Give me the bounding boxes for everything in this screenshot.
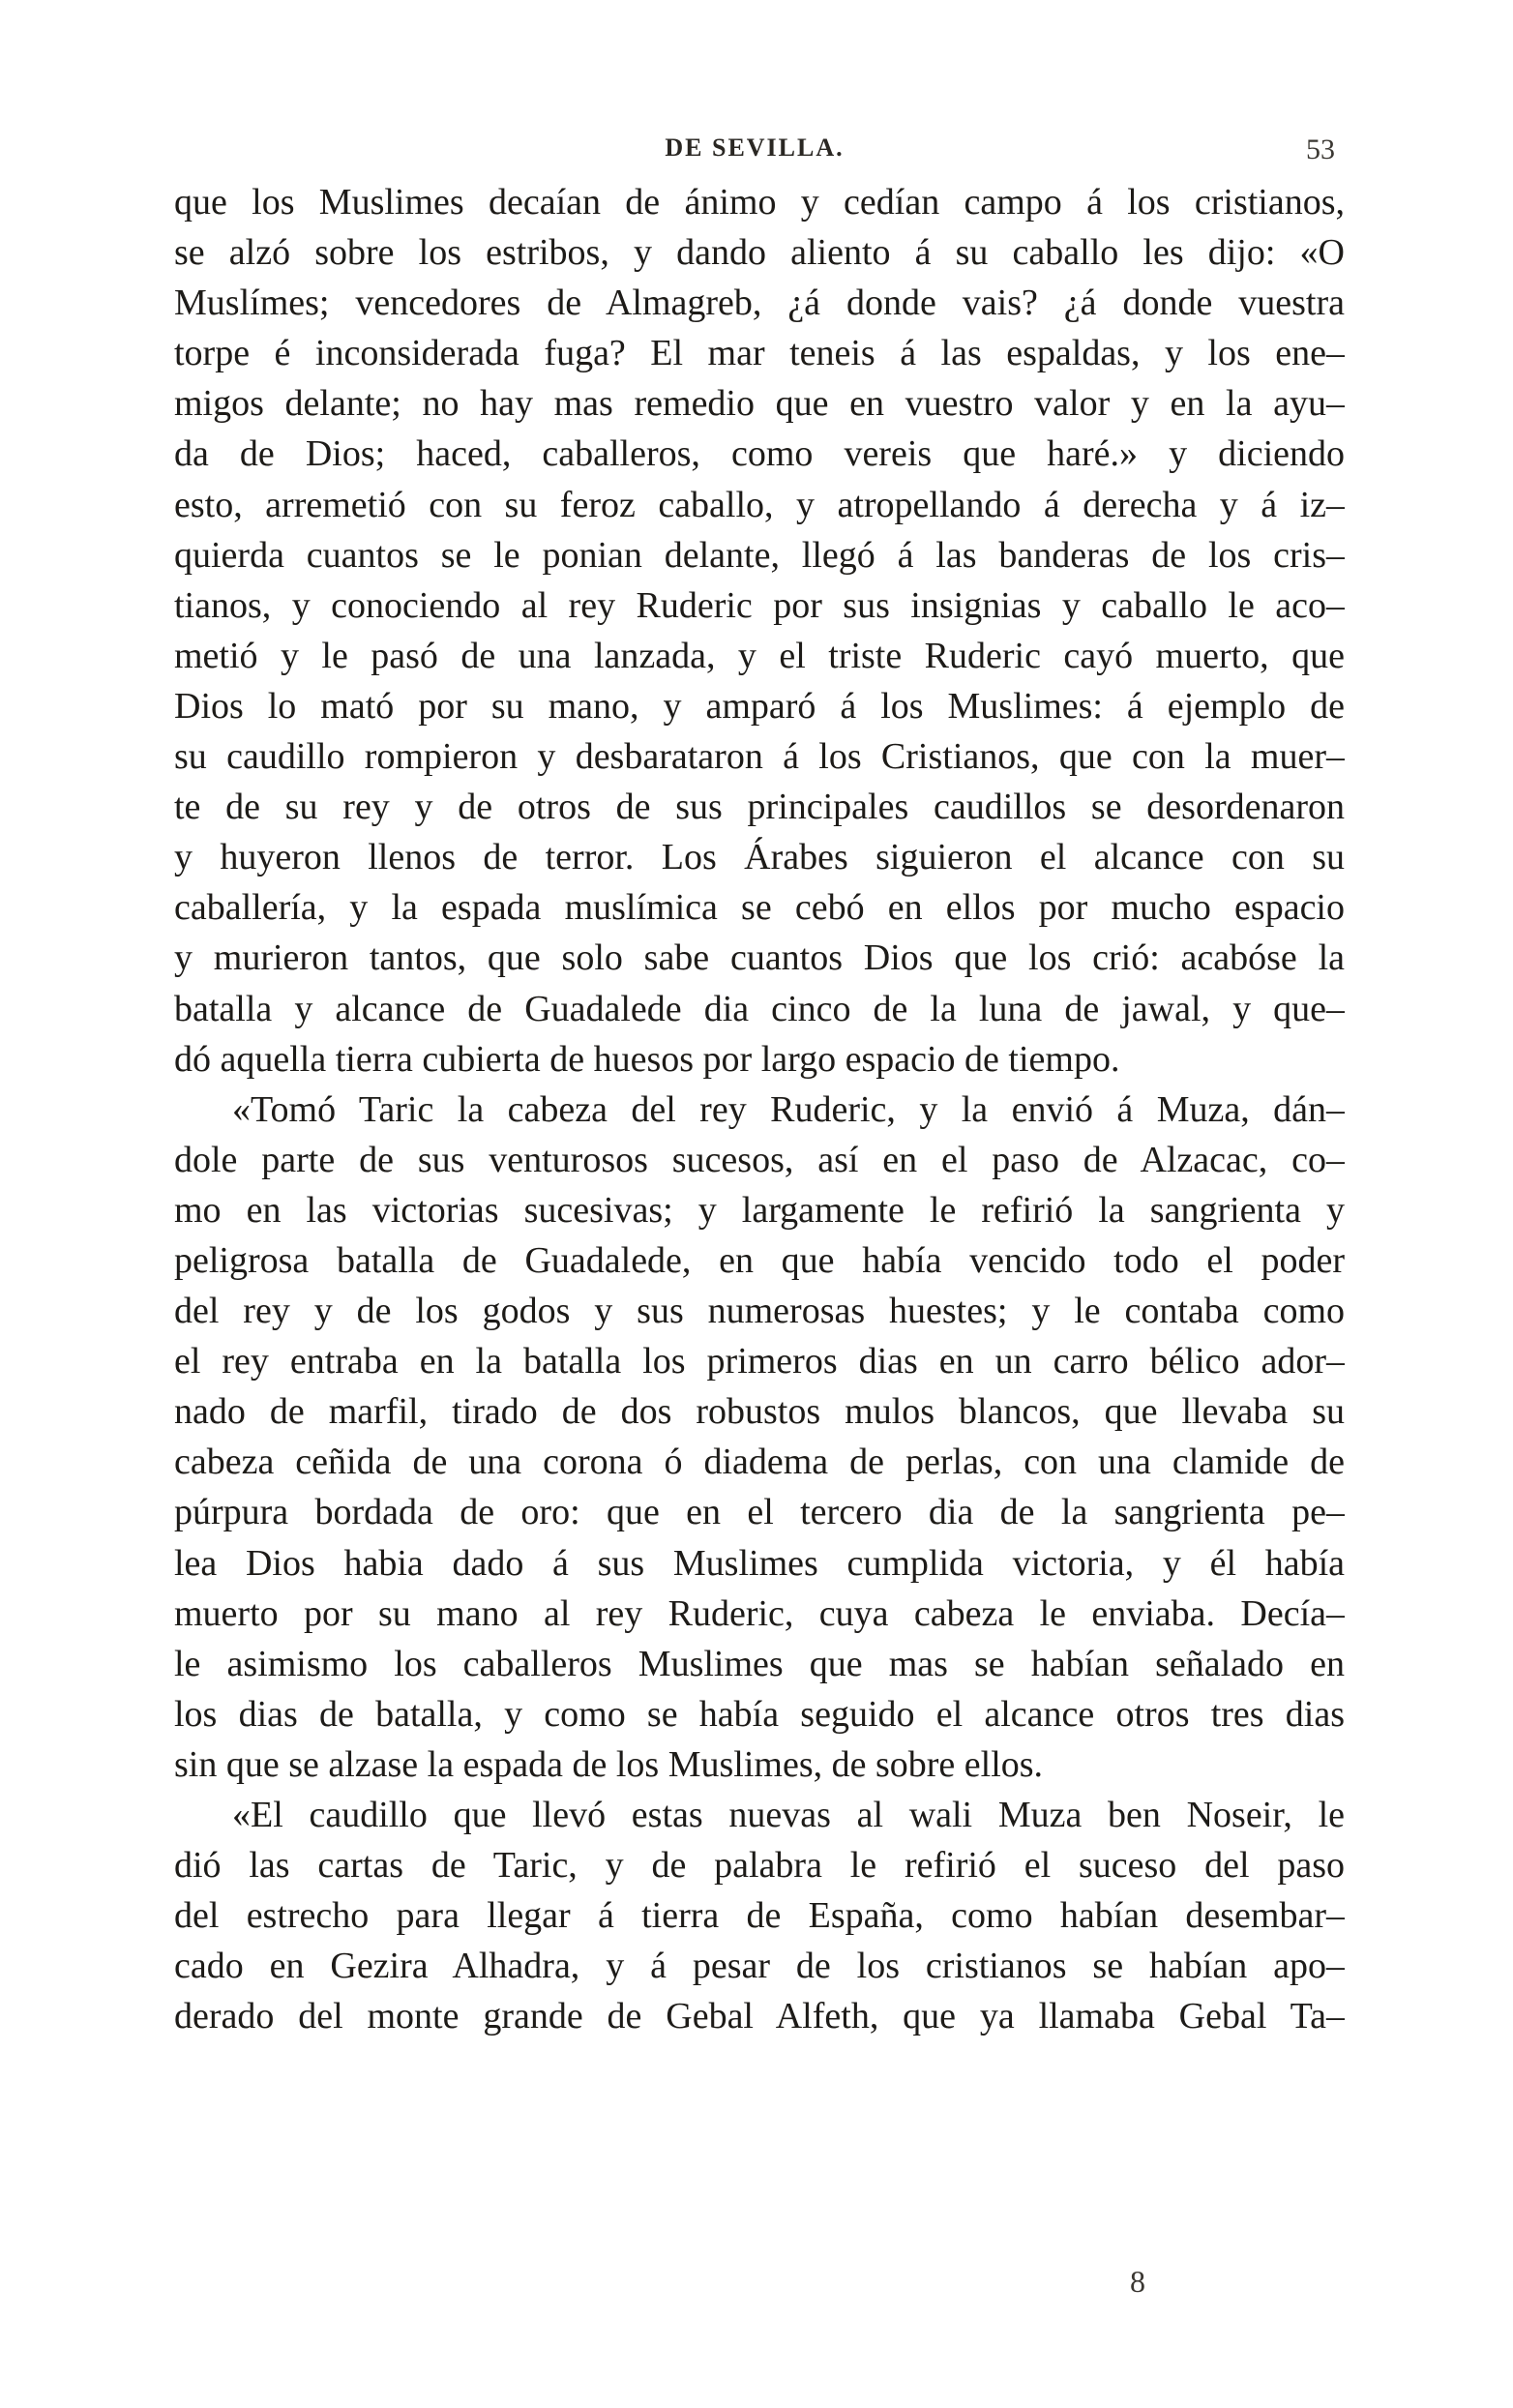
text-line: y huyeron llenos de terror. Los Árabes siguieron el alcance con su [174, 837, 1345, 878]
text-line: dole parte de sus venturosos sucesos, así en el paso de Alzacac, co– [174, 1139, 1345, 1180]
text-line: cado en Gezira Alhadra, y á pesar de los cristianos se habían apo– [174, 1946, 1345, 1987]
running-head [174, 134, 1335, 172]
text-line: se alzó sobre los estribos, y dando aliento á su caballo les dijo: «O [174, 232, 1345, 274]
text-line: nado de marfil, tirado de dos robustos mulos blancos, que llevaba su [174, 1391, 1345, 1433]
text-line: peligrosa batalla de Guadalede, en que había vencido todo el poder [174, 1239, 1345, 1281]
text-line: muerto por su mano al rey Ruderic, cuya cabeza le enviaba. Decía– [174, 1592, 1345, 1634]
text-line: lea Dios habia dado á sus Muslimes cumplida victoria, y él había [174, 1542, 1345, 1584]
text-line: del rey y de los godos y sus numerosas huestes; y le contaba como [174, 1291, 1345, 1332]
text-line: esto, arremetió con su feroz caballo, y atropellando á derecha y á iz– [174, 484, 1345, 525]
text-line: dió las cartas de Taric, y de palabra le refirió el suceso del paso [174, 1845, 1345, 1887]
text-line: púrpura bordada de oro: que en el tercero dia de la sangrienta pe– [174, 1492, 1345, 1533]
text-line: torpe é inconsiderada fuga? El mar teneis á las espaldas, y los ene– [174, 333, 1345, 374]
page-number: 53 [1306, 134, 1335, 165]
text-line: caballería, y la espada muslímica se cebó en ellos por mucho espacio [174, 887, 1345, 929]
text-line: los dias de batalla, y como se había seguido el alcance otros tres dias [174, 1693, 1345, 1735]
text-line: su caudillo rompieron y desbarataron á los Cristianos, que con la muer– [174, 736, 1345, 778]
text-line: metió y le pasó de una lanzada, y el triste Ruderic cayó muerto, que [174, 635, 1345, 676]
text-line: derado del monte grande de Gebal Alfeth, que ya llamaba Gebal Ta– [174, 1996, 1345, 2037]
text-line: quierda cuantos se le ponian delante, llegó á las banderas de los cris– [174, 534, 1345, 576]
text-line: tianos, y conociendo al rey Ruderic por sus insignias y caballo le aco– [174, 584, 1345, 626]
text-line: «Tomó Taric la cabeza del rey Ruderic, y la envió á Muza, dán– [232, 1088, 1345, 1130]
body-text [174, 177, 1345, 2041]
signature-mark: 8 [1130, 2264, 1145, 2299]
text-line: del estrecho para llegar á tierra de España, como habían desembar– [174, 1895, 1345, 1937]
text-line: y murieron tantos, que solo sabe cuantos Dios que los crió: acabóse la [174, 937, 1345, 979]
text-line: te de su rey y de otros de sus principales caudillos se desordenaron [174, 787, 1345, 828]
text-line: Dios lo mató por su mano, y amparó á los Muslimes: á ejemplo de [174, 685, 1345, 727]
text-line: batalla y alcance de Guadalede dia cinco de la luna de jawal, y que– [174, 988, 1345, 1029]
text-line: sin que se alzase la espada de los Muslimes, de sobre ellos. [174, 1743, 1044, 1785]
text-line: mo en las victorias sucesivas; y largamente le refirió la sangrienta y [174, 1189, 1345, 1231]
text-line: Muslímes; vencedores de Almagreb, ¿á donde vais? ¿á donde vuestra [174, 282, 1345, 324]
text-line: migos delante; no hay mas remedio que en vuestro valor y en la ayu– [174, 383, 1345, 425]
text-line: «El caudillo que llevó estas nuevas al wali Muza ben Noseir, le [232, 1795, 1345, 1835]
text-line: dó aquella tierra cubierta de huesos por largo espacio de tiempo. [174, 1038, 1120, 1080]
text-line: el rey entraba en la batalla los primeros dias en un carro bélico ador– [174, 1341, 1345, 1382]
text-line: que los Muslimes decaían de ánimo y cedían campo á los cristianos, [174, 182, 1345, 223]
text-line: le asimismo los caballeros Muslimes que mas se habían señalado en [174, 1643, 1345, 1684]
text-line: cabeza ceñida de una corona ó diadema de perlas, con una clamide de [174, 1442, 1345, 1483]
running-title: DE SEVILLA. [665, 134, 845, 162]
text-line: da de Dios; haced, caballeros, como vereis que haré.» y diciendo [174, 433, 1345, 475]
